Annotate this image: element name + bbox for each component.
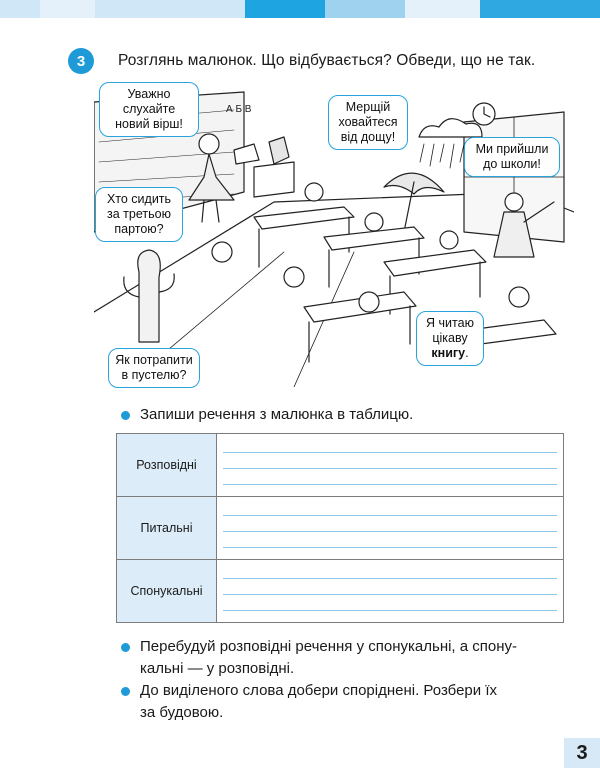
stripe-segment (480, 0, 600, 18)
stripe-segment (245, 0, 325, 18)
rebuild-task-text: Перебудуй розповідні речення у спонукальні, а спону- кальні — у розповідні. (140, 638, 518, 677)
related-words-task-text: До виділеного слова добери споріднені. Розбери їх за будовою. (140, 682, 497, 721)
stripe-segment (95, 0, 245, 18)
stripe-segment (405, 0, 480, 18)
write-task-text: Запиши речення з малюнка в таблицю. (140, 406, 414, 423)
table-row (117, 560, 564, 623)
bubble-arrived: Ми прийшли до школи! (464, 137, 560, 177)
writing-area[interactable] (217, 497, 564, 560)
bullet-icon (121, 643, 130, 652)
row-label: Спонукальні (117, 560, 217, 623)
table-row (117, 434, 564, 497)
stripe-segment (0, 0, 40, 18)
bubble-reading: Я читаю цікаву книгу. (416, 311, 484, 366)
highlighted-word: книгу (431, 346, 466, 360)
bubble-third-desk: Хто сидить за третьою партою? (95, 187, 183, 242)
page-number: 3 (564, 738, 600, 768)
writing-area[interactable] (217, 560, 564, 623)
sentence-table (116, 433, 564, 623)
board-letters: А Б В (226, 104, 252, 115)
row-label: Розповідні (117, 434, 217, 497)
task-number-badge: 3 (68, 48, 94, 74)
task-instruction: Розглянь малюнок. Що відбувається? Обведи, що не так. (118, 52, 536, 69)
header-stripe (0, 0, 600, 18)
bubble-rain: Мерщій ховайтеся від дощу! (328, 95, 408, 150)
bullet-icon (121, 687, 130, 696)
table-row (117, 497, 564, 560)
bullet-icon (121, 411, 130, 420)
bubble-desert: Як потрапити в пустелю? (108, 348, 200, 388)
stripe-segment (40, 0, 95, 18)
writing-area[interactable] (217, 434, 564, 497)
stripe-segment (325, 0, 405, 18)
bubble-teacher: Уважно слухайте новий вірш! (99, 82, 199, 137)
row-label: Питальні (117, 497, 217, 560)
